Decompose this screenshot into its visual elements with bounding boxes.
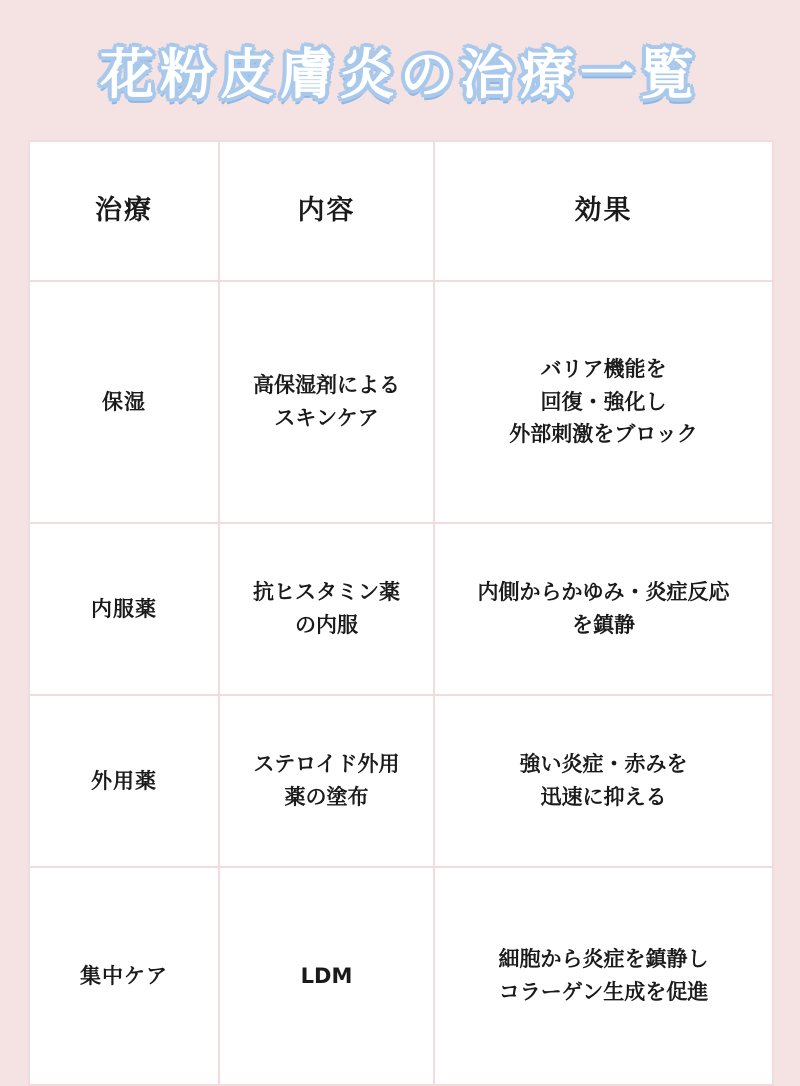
header-treatment: 治療: [29, 141, 219, 281]
row-effect: [434, 523, 773, 695]
header-effect: 効果: [434, 141, 773, 281]
effect-line: 迅速に抑える: [540, 785, 667, 809]
effect-line: 強い炎症・赤みを: [519, 752, 688, 777]
row-content: [219, 523, 434, 695]
effect-line: 内側からかゆみ・炎症反応: [477, 580, 730, 605]
row-treatment-label: 集中ケア: [29, 867, 219, 1085]
content-line: スキンケア: [274, 406, 379, 430]
title-container: [28, 0, 772, 140]
content-line: 高保湿剤による: [253, 373, 400, 398]
table-header-row: [29, 141, 773, 281]
row-effect: [434, 867, 773, 1085]
content-line: ステロイド外用: [253, 752, 400, 777]
row-effect: [434, 695, 773, 867]
page-title: 花粉皮膚炎の治療一覧: [100, 42, 700, 106]
effect-line: バリア機能を: [540, 357, 667, 382]
content-line: LDM: [300, 963, 353, 988]
content-line: 薬の塗布: [284, 785, 369, 809]
row-effect: [434, 281, 773, 523]
table-row: [29, 281, 773, 523]
treatment-table: [28, 140, 774, 1086]
content-line: 抗ヒスタミン薬: [253, 580, 400, 605]
effect-line: を鎮静: [572, 613, 635, 637]
effect-line: 細胞から炎症を鎮静し: [498, 947, 709, 972]
content-line: の内服: [295, 613, 358, 637]
row-treatment-label: 外用薬: [29, 695, 219, 867]
effect-line: コラーゲン生成を促進: [498, 980, 709, 1004]
header-content: 内容: [219, 141, 434, 281]
row-treatment-label: 内服薬: [29, 523, 219, 695]
effect-line: 回復・強化し: [540, 389, 667, 414]
table-row: [29, 523, 773, 695]
table-row: [29, 695, 773, 867]
row-content: [219, 281, 434, 523]
row-treatment-label: 保湿: [29, 281, 219, 523]
effect-line: 外部刺激をブロック: [509, 422, 698, 447]
row-content: [219, 867, 434, 1085]
table-row: [29, 867, 773, 1085]
row-content: [219, 695, 434, 867]
